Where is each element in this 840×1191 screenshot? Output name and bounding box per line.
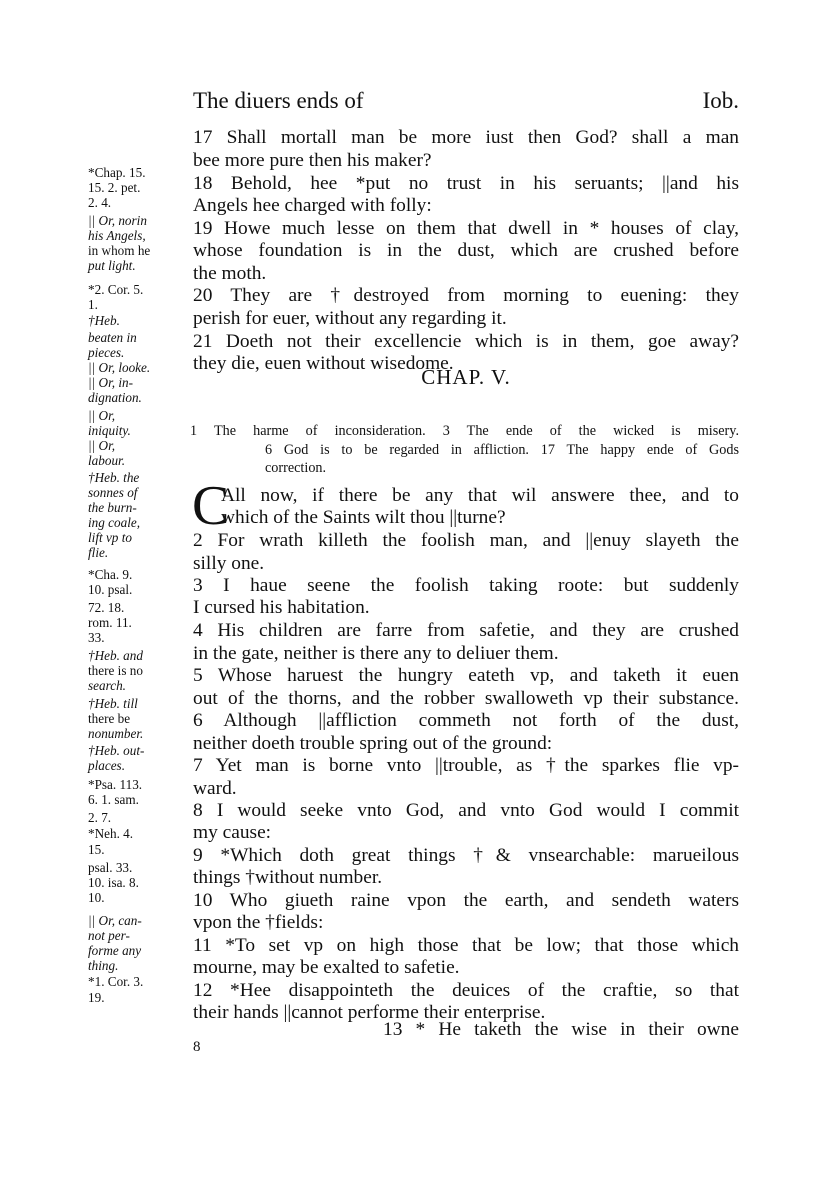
text-line: 21 Doeth not their excellencie which is in them, goe away? [193,331,739,352]
text-line: neither doeth trouble spring out of the ground: [193,733,553,754]
margin-note: his Angels, [88,228,146,243]
margin-note: 15. 2. pet. [88,180,141,195]
text-line: 6 Although ||affliction commeth not forth of the dust, [193,710,739,731]
text-line: mourne, may be exalted to safetie. [193,957,460,978]
margin-note: *Neh. 4. [88,826,134,841]
text-line: 17 Shall mortall man be more iust then God? shall a man [193,127,739,148]
margin-note: 1. [88,297,98,312]
margin-note: 10. psal. [88,582,133,597]
running-header [193,86,739,120]
margin-note: there is no [88,663,143,678]
margin-note: || Or, norin [88,213,147,228]
catchword: 13 * He taketh the wise in their owne [383,1019,739,1040]
page-number: 8 [193,1039,201,1055]
margin-note: †Heb. [88,313,120,328]
text-line: Angels hee charged with folly: [193,195,432,216]
margin-note: 33. [88,630,105,645]
margin-note: put light. [88,258,136,273]
margin-note: †Heb. the [88,470,140,485]
text-line: 12 *Hee disappointeth the deuices of the craftie, so that [193,980,739,1001]
text-line: perish for euer, without any regarding it. [193,308,507,329]
book-name: Iob. [702,88,739,113]
margin-note: beaten in [88,330,137,345]
text-line: vpon the †fields: [193,912,324,933]
text-line: 3 I haue seene the foolish taking roote: but suddenly [193,575,739,596]
margin-note: †Heb. till [88,696,138,711]
margin-note: || Or, [88,408,116,423]
margin-note: || Or, in- [88,375,133,390]
margin-note: 19. [88,990,105,1005]
chapter-summary-line: 6 God is to be regarded in affliction. 17 The happy ende of Gods [265,442,739,458]
chapter-summary-line: 1 The harme of inconsideration. 3 The ende of the wicked is misery. [190,423,739,439]
text-line: 20 They are †destroyed from morning to euening: they [193,285,739,306]
margin-note: lift vp to [88,530,132,545]
margin-note: psal. 33. [88,860,133,875]
text-line: silly one. [193,553,265,574]
margin-note: iniquity. [88,423,131,438]
text-line: their hands ||cannot performe their enterprise. [193,1002,546,1023]
text-line: I cursed his habitation. [193,597,370,618]
margin-note: in whom he [88,243,151,258]
margin-note: *1. Cor. 3. [88,974,144,989]
margin-note: †Heb. and [88,648,143,663]
margin-note: pieces. [88,345,125,360]
text-line: 9 *Which doth great things †& vnsearchable: marueilous [193,845,739,866]
margin-note: *Cha. 9. [88,567,133,582]
margin-note: 2. 7. [88,810,112,825]
text-line: 7 Yet man is borne vnto ||trouble, as †the sparkes flie vp- [193,755,739,776]
margin-note: not per- [88,928,130,943]
margin-note: 6. 1. sam. [88,792,139,807]
text-line: in the gate, neither is there any to deliuer them. [193,643,559,664]
text-line: 8 I would seeke vnto God, and vnto God would I commit [193,800,739,821]
text-line: 11 *To set vp on high those that be low; that those which [193,935,739,956]
margin-note: 72. 18. [88,600,125,615]
chapter-opening-line: All now, if there be any that wil answere thee, and to [221,485,739,506]
running-title: The diuers ends of [193,88,364,113]
margin-note: 10. [88,890,105,905]
margin-note: *Psa. 113. [88,777,143,792]
text-line: 10 Who giueth raine vpon the earth, and sendeth waters [193,890,739,911]
text-line: 5 Whose haruest the hungry eateth vp, and taketh it euen [193,665,739,686]
chapter-summary-line: correction. [265,460,327,476]
margin-note: search. [88,678,126,693]
text-line: 4 His children are farre from safetie, and they are crushed [193,620,739,641]
margin-note: the burn- [88,500,137,515]
text-line: things †without number. [193,867,383,888]
text-line: out of the thorns, and the robber swalloweth vp their substance. [193,688,739,709]
margin-note: flie. [88,545,109,560]
margin-note: forme any [88,943,142,958]
margin-note: || Or, looke. [88,360,151,375]
margin-note: there be [88,711,131,726]
text-line: 2 For wrath killeth the foolish man, and ||enuy slayeth the [193,530,739,551]
text-line: 19 Howe much lesse on them that dwell in * houses of clay, [193,218,739,239]
text-line: bee more pure then his maker? [193,150,432,171]
chapter-heading: CHAP. V. [421,365,511,389]
margin-note: places. [88,758,125,773]
margin-note: rom. 11. [88,615,132,630]
text-line: the moth. [193,263,267,284]
text-line: whose foundation is in the dust, which are crushed before [193,240,739,261]
margin-note: †Heb. out- [88,743,145,758]
text-line: 18 Behold, hee *put no trust in his seruants; ||and his [193,173,739,194]
text-line: my cause: [193,822,272,843]
margin-note: *Chap. 15. [88,165,146,180]
text-line: they die, euen without wisedome. [193,353,454,374]
drop-cap: C [192,475,230,537]
margin-note: || Or, [88,438,116,453]
margin-note: *2. Cor. 5. [88,282,144,297]
margin-note: labour. [88,453,126,468]
margin-note: || Or, can- [88,913,142,928]
margin-note: ing coale, [88,515,141,530]
margin-note: nonumber. [88,726,144,741]
margin-note: thing. [88,958,119,973]
margin-note: 2. 4. [88,195,112,210]
margin-note: sonnes of [88,485,138,500]
text-line: ward. [193,778,237,799]
margin-note: 15. [88,842,105,857]
chapter-opening-line: which of the Saints wilt thou ||turne? [221,507,506,528]
margin-note: dignation. [88,390,142,405]
margin-note: 10. isa. 8. [88,875,139,890]
